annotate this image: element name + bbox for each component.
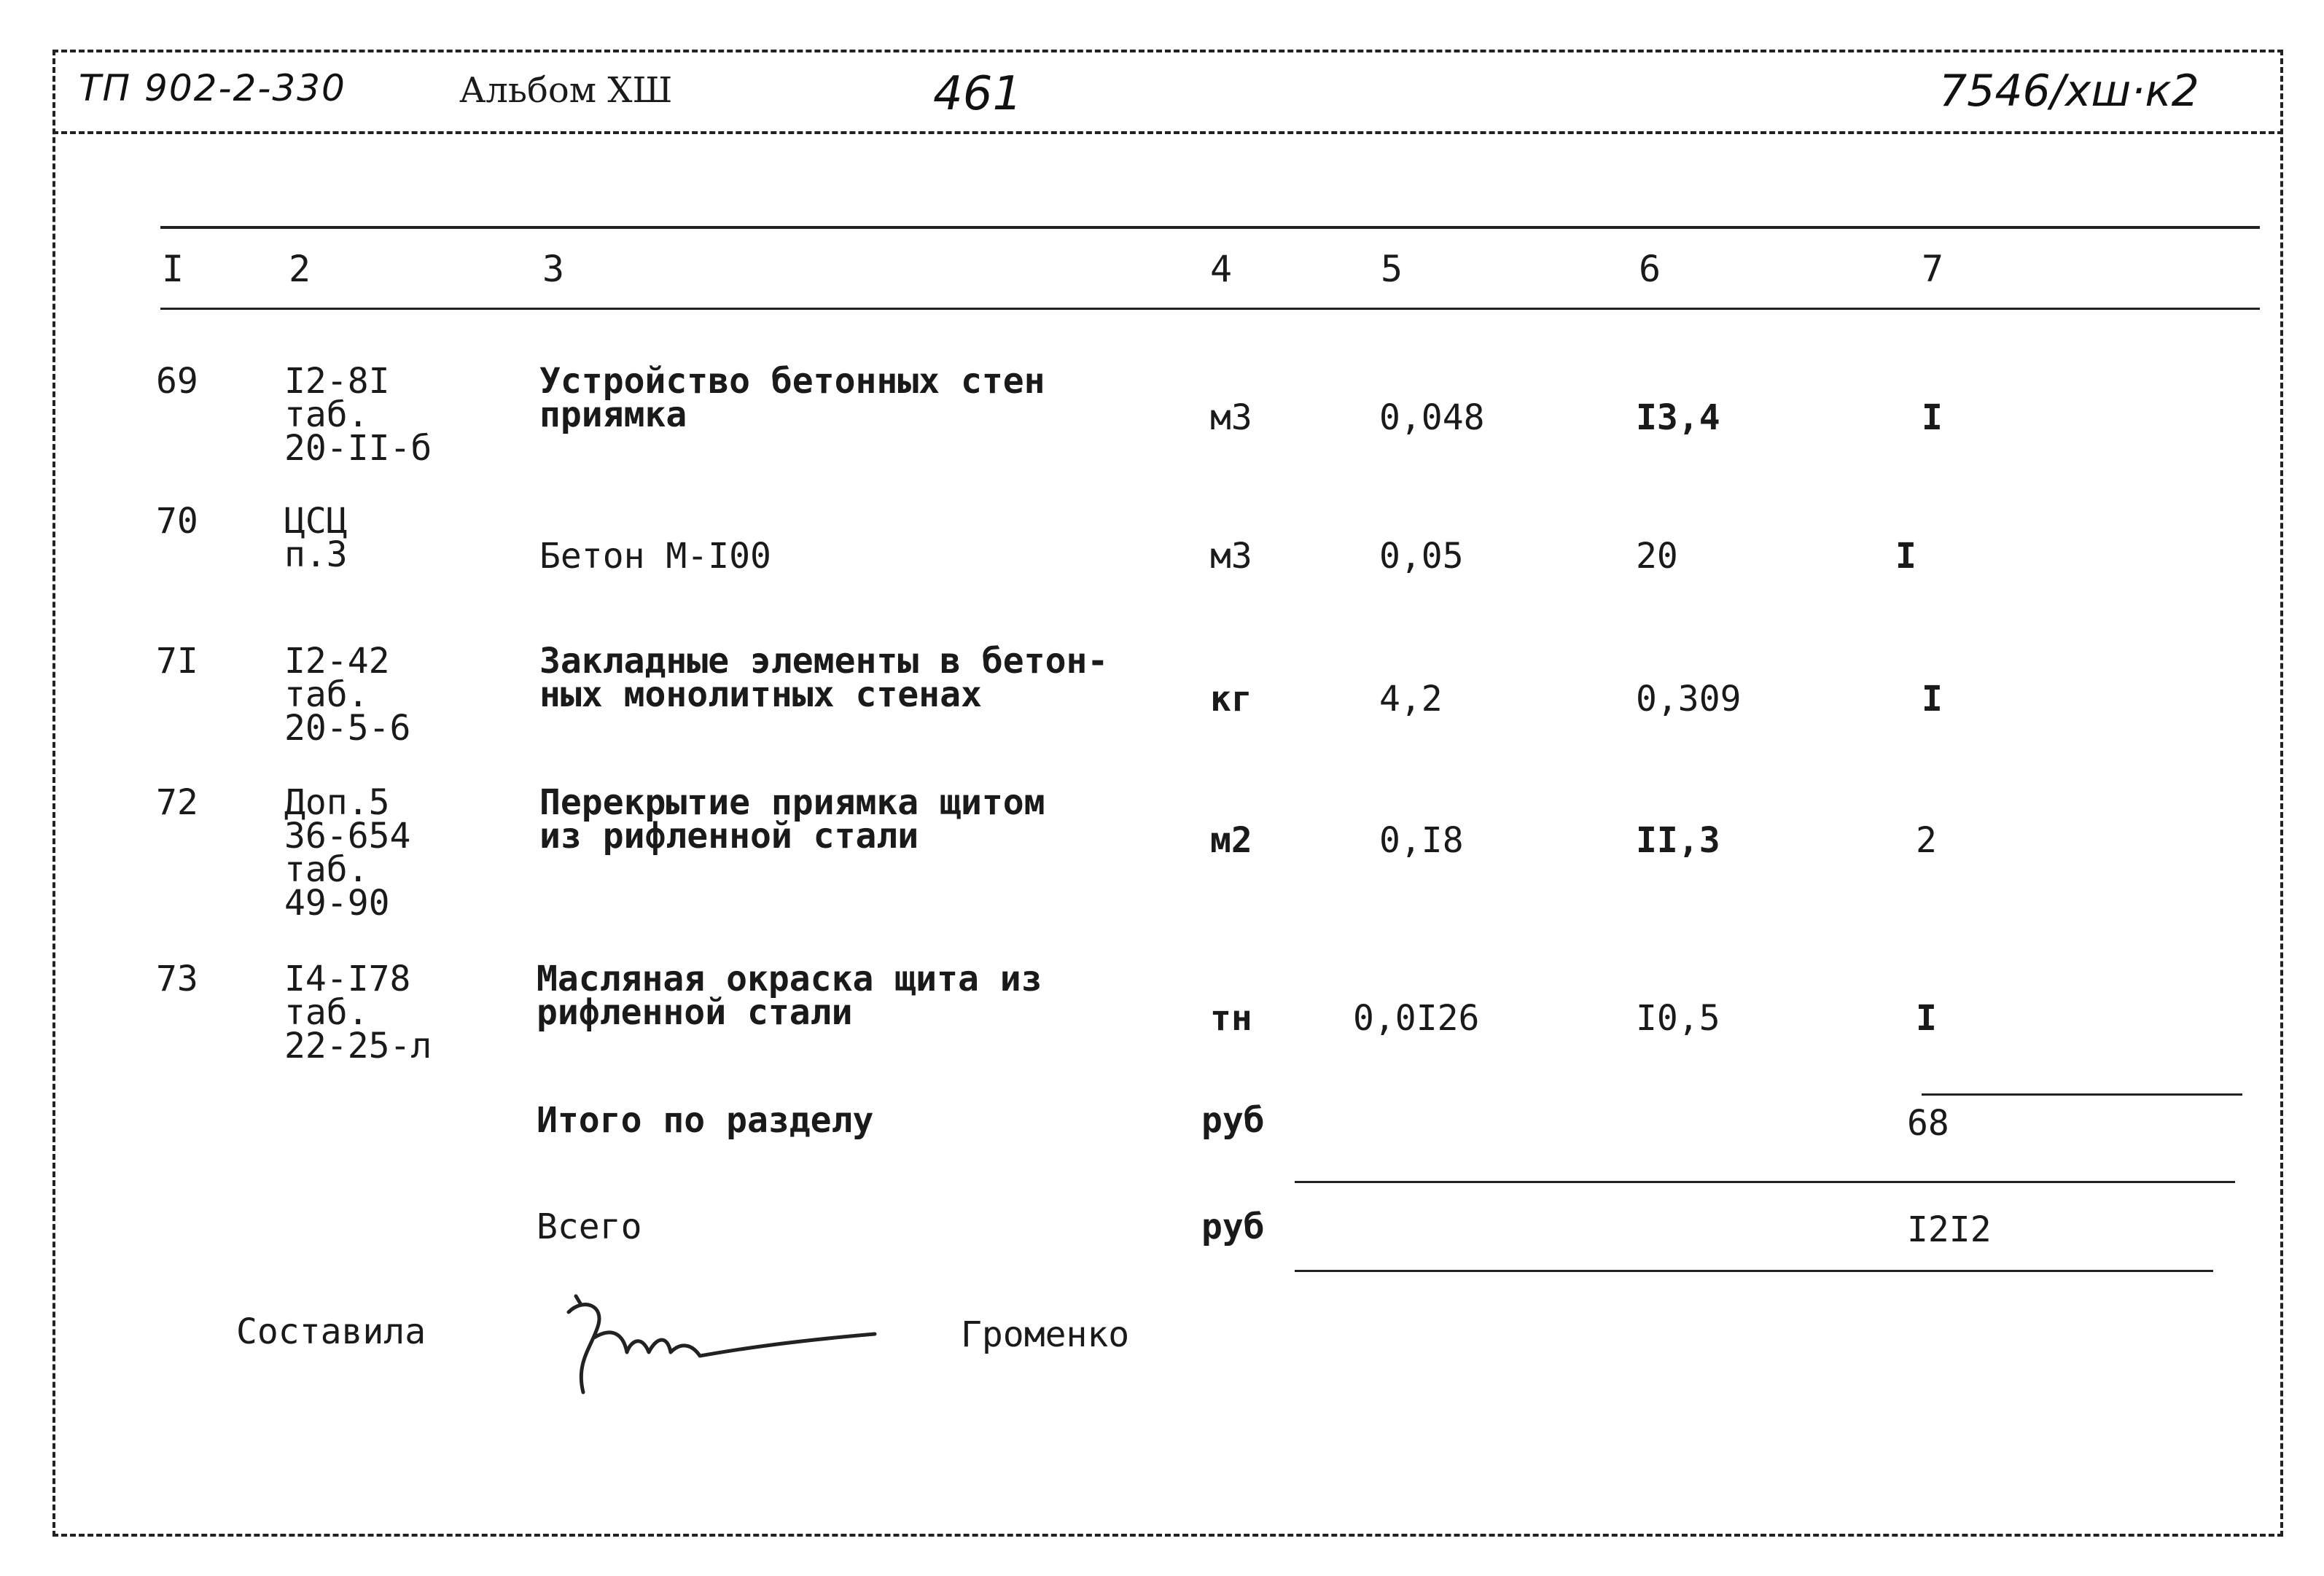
page-number: 461 xyxy=(933,67,1023,121)
document-reference: 7546/хш·к2 xyxy=(1939,66,2199,117)
table-header-rule xyxy=(160,308,2260,310)
row-number: 70 xyxy=(156,501,198,542)
subtotal-unit: руб xyxy=(1201,1100,1265,1141)
code-line: таб. xyxy=(284,674,369,715)
code-line: п.3 xyxy=(284,534,348,575)
grand-total-value: I2I2 xyxy=(1907,1209,1992,1250)
unit-price: I0,5 xyxy=(1636,998,1720,1039)
column-header-7: 7 xyxy=(1922,248,1944,290)
description-line: Устройство бетонных стен xyxy=(539,361,1045,402)
code-line: 49-90 xyxy=(284,883,390,924)
description-line: приямка xyxy=(539,394,687,435)
header-divider xyxy=(52,131,2283,134)
unit: м2 xyxy=(1210,820,1252,861)
subtotal-rule xyxy=(1922,1093,2242,1096)
code-line: 36-654 xyxy=(284,816,411,857)
description-line: Масляная окраска щита из xyxy=(537,959,1042,999)
unit: м3 xyxy=(1210,536,1252,577)
description-line: ных монолитных стенах xyxy=(539,674,982,715)
compiled-by-label: Составила xyxy=(236,1311,426,1352)
column-header-2: 2 xyxy=(289,248,311,290)
signature xyxy=(554,1283,904,1407)
total: I xyxy=(1922,397,1943,438)
code-line: 20-II-б xyxy=(284,428,432,469)
code-line: таб. xyxy=(284,992,369,1033)
compiler-name: Громенко xyxy=(961,1314,1130,1355)
column-header-3: 3 xyxy=(542,248,565,290)
code-line: I2-42 xyxy=(284,641,390,682)
row-number: 7I xyxy=(156,641,198,682)
project-code: ТП 902-2-330 xyxy=(79,67,346,109)
quantity: 0,05 xyxy=(1379,536,1464,577)
grand-total-bottom-rule xyxy=(1295,1270,2213,1272)
code-line: 22-25-л xyxy=(284,1026,432,1066)
quantity: 0,0I26 xyxy=(1353,998,1480,1039)
column-header-5: 5 xyxy=(1381,248,1403,290)
code-line: таб. xyxy=(284,394,369,435)
column-header-6: 6 xyxy=(1639,248,1661,290)
code-line: таб. xyxy=(284,849,369,890)
description-line: Перекрытие приямка щитом xyxy=(539,782,1045,823)
unit-price: 0,309 xyxy=(1636,679,1742,719)
quantity: 0,I8 xyxy=(1379,820,1464,861)
unit-price: II,3 xyxy=(1636,820,1720,861)
code-line: ЦСЦ xyxy=(284,501,348,542)
code-line: 20-5-6 xyxy=(284,708,411,749)
unit-price: I3,4 xyxy=(1636,397,1720,438)
unit: кг xyxy=(1210,679,1252,719)
quantity: 0,048 xyxy=(1379,397,1485,438)
grand-total-unit: руб xyxy=(1201,1206,1265,1247)
total: I xyxy=(1895,536,1916,577)
grand-total-label: Всего xyxy=(537,1206,642,1247)
total: I xyxy=(1922,679,1943,719)
code-line: I4-I78 xyxy=(284,959,411,999)
row-number: 72 xyxy=(156,782,198,823)
description-line: рифленной стали xyxy=(537,992,853,1033)
unit: м3 xyxy=(1210,397,1252,438)
grand-total-top-rule xyxy=(1295,1181,2235,1183)
column-header-1: I xyxy=(162,248,184,290)
row-number: 69 xyxy=(156,361,198,402)
description-line: Бетон М-I00 xyxy=(539,536,771,577)
subtotal-value: 68 xyxy=(1907,1103,1949,1144)
total: 2 xyxy=(1916,820,1937,861)
code-line: Доп.5 xyxy=(284,782,390,823)
unit-price: 20 xyxy=(1636,536,1678,577)
album-label: Альбом XШ xyxy=(459,70,673,111)
description-line: Закладные элементы в бетон- xyxy=(539,641,1109,682)
quantity: 4,2 xyxy=(1379,679,1443,719)
description-line: из рифленной стали xyxy=(539,816,919,857)
code-line: I2-8I xyxy=(284,361,390,402)
total: I xyxy=(1916,998,1937,1039)
column-header-4: 4 xyxy=(1210,248,1233,290)
subtotal-label: Итого по разделу xyxy=(537,1100,874,1141)
row-number: 73 xyxy=(156,959,198,999)
table-top-rule xyxy=(160,226,2260,229)
unit: тн xyxy=(1210,998,1252,1039)
